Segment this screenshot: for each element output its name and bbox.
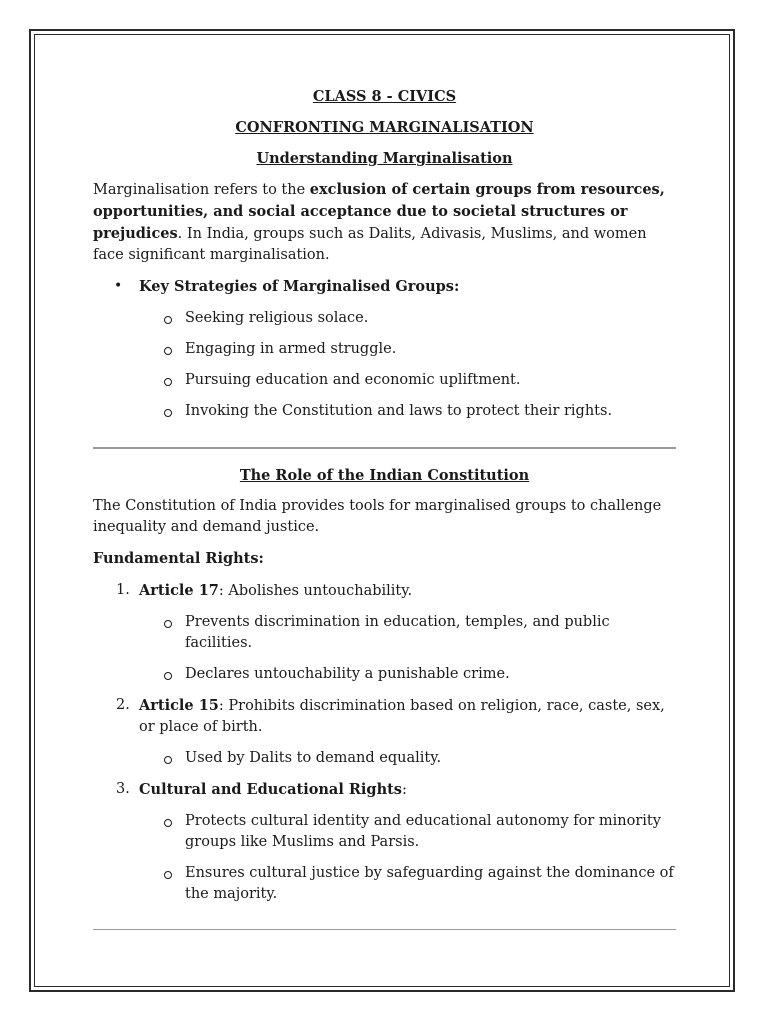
rights-sub-item	[93, 811, 676, 853]
circle-bullet-icon	[164, 756, 172, 764]
strategy-item	[93, 401, 676, 422]
definition-text-bold: exclusion of certain groups from resources, opportunities, and social acceptance due to societal structures or prejudices	[93, 181, 665, 242]
circle-bullet-icon	[164, 819, 172, 827]
rights-sub-item	[93, 664, 676, 685]
circle-bullet-icon	[164, 378, 172, 386]
sub-item-text: Prevents discrimination in education, temples, and public facilities.	[185, 614, 610, 651]
sub-item-text: Ensures cultural justice by safeguarding against the dominance of the majority.	[185, 865, 674, 902]
bullet-dot-icon: •	[114, 278, 123, 294]
circle-bullet-icon	[164, 672, 172, 680]
rights-sub-item	[93, 863, 676, 905]
fundamental-rights-heading	[93, 548, 676, 570]
strategy-text: Invoking the Constitution and laws to protect their rights.	[185, 403, 613, 419]
document-body	[93, 86, 676, 946]
rights-item-article-15	[93, 695, 676, 738]
rights-item-cultural-educational	[93, 779, 676, 801]
marginalisation-definition	[93, 179, 676, 266]
strategies-bullet	[93, 276, 676, 298]
item-text: : Abolishes untouchability.	[218, 583, 413, 599]
strategy-text: Pursuing education and economic upliftment.	[185, 372, 521, 388]
strategy-text: Seeking religious solace.	[185, 310, 369, 326]
section-divider	[93, 447, 676, 449]
item-text: : Prohibits discrimination based on religion, race, caste, sex, or place of birth.	[139, 698, 665, 735]
strategies-heading: Key Strategies of Marginalised Groups:	[139, 278, 460, 295]
rights-sub-item	[93, 748, 676, 769]
section-heading-constitution: The Role of the Indian Constitution	[239, 467, 530, 484]
constitution-intro: The Constitution of India provides tools for marginalised groups to challenge inequality and demand justice.	[93, 498, 662, 535]
rights-item-article-17	[93, 580, 676, 602]
circle-bullet-icon	[164, 316, 172, 324]
circle-bullet-icon	[164, 409, 172, 417]
chapter-title: CONFRONTING MARGINALISATION	[235, 119, 534, 136]
item-number: 2.	[116, 697, 130, 713]
rights-sub-item	[93, 612, 676, 654]
section-divider	[93, 929, 676, 930]
sub-item-text: Declares untouchability a punishable crime.	[185, 666, 510, 682]
sub-item-text: Used by Dalits to demand equality.	[185, 750, 442, 766]
item-title: Article 17	[139, 582, 219, 599]
strategy-item	[93, 370, 676, 391]
strategy-item	[93, 308, 676, 329]
circle-bullet-icon	[164, 871, 172, 879]
definition-text-tail: . In India, groups such as Dalits, Adivasis, Muslims, and women face significant marginalisation.	[93, 226, 647, 263]
circle-bullet-icon	[164, 620, 172, 628]
sub-item-text: Protects cultural identity and educational autonomy for minority groups like Muslims and Parsis.	[185, 813, 661, 850]
definition-text-lead: Marginalisation refers to the	[93, 182, 310, 198]
fundamental-rights-label: Fundamental Rights:	[93, 550, 264, 567]
class-title: CLASS 8 - CIVICS	[312, 88, 457, 105]
item-number: 1.	[116, 582, 130, 598]
item-title: Article 15	[139, 697, 219, 714]
item-number: 3.	[116, 781, 130, 797]
strategy-text: Engaging in armed struggle.	[185, 341, 397, 357]
circle-bullet-icon	[164, 347, 172, 355]
section-heading-understanding: Understanding Marginalisation	[256, 150, 513, 167]
item-title: Cultural and Educational Rights	[139, 781, 402, 798]
item-text: :	[401, 782, 407, 798]
strategy-item	[93, 339, 676, 360]
